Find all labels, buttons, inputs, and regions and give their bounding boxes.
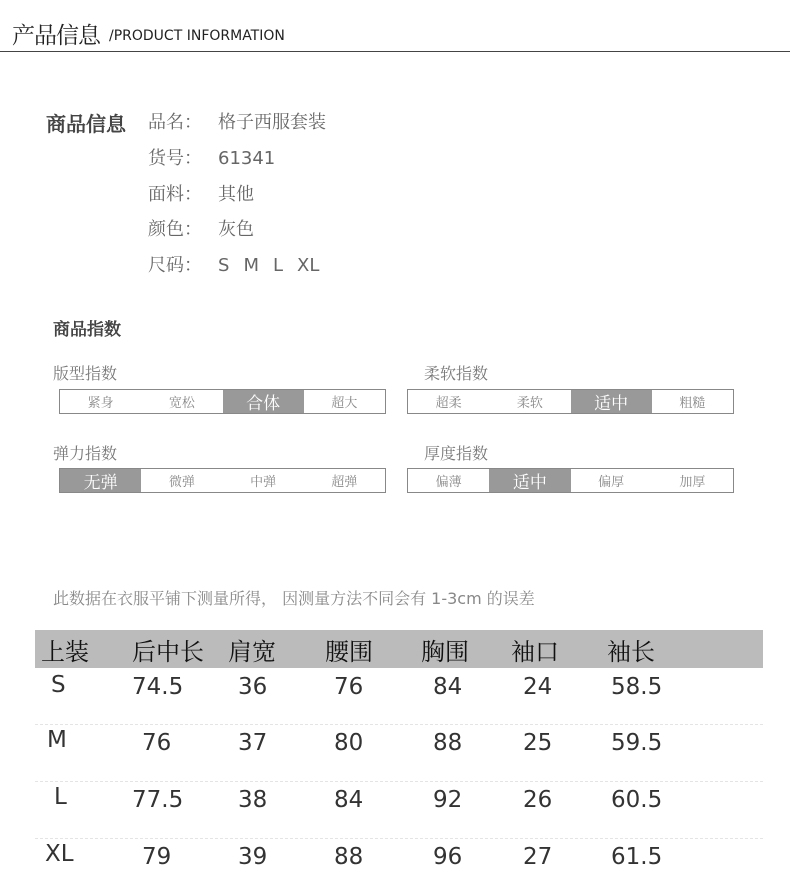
table-cell: 26 bbox=[523, 787, 553, 813]
thickness-index-scale bbox=[407, 468, 734, 493]
info-label: 尺码： bbox=[148, 255, 202, 276]
table-cell: 79 bbox=[142, 844, 172, 870]
product-info-title: 商品信息 bbox=[46, 112, 126, 136]
header-title-cn: 产品信息 bbox=[12, 23, 100, 49]
scale-option: 偏厚 bbox=[598, 475, 625, 490]
info-row-fabric bbox=[148, 180, 254, 206]
table-cell: 88 bbox=[334, 844, 364, 870]
table-cell: 24 bbox=[523, 674, 553, 700]
table-cell: 88 bbox=[433, 730, 463, 756]
scale-option: 紧身 bbox=[87, 396, 114, 411]
table-cell: 60.5 bbox=[611, 787, 663, 813]
info-value: 61341 bbox=[218, 148, 276, 169]
size-option: L bbox=[272, 255, 283, 276]
table-cell: 27 bbox=[523, 844, 553, 870]
info-label: 货号： bbox=[148, 148, 202, 169]
scale-option-selected: 无弹 bbox=[60, 469, 141, 492]
scale-option: 偏薄 bbox=[435, 475, 462, 490]
measurement-note: 此数据在衣服平铺下测量所得， 因测量方法不同会有 1-3cm 的误差 bbox=[53, 589, 535, 608]
scale-option: 宽松 bbox=[168, 396, 195, 411]
table-cell: 84 bbox=[433, 674, 463, 700]
scale-option-selected: 适中 bbox=[489, 469, 570, 492]
table-cell: 61.5 bbox=[611, 844, 663, 870]
info-value: 灰色 bbox=[218, 219, 254, 240]
table-cell: XL bbox=[45, 841, 74, 867]
table-cell: 92 bbox=[433, 787, 463, 813]
info-row-name bbox=[148, 108, 326, 134]
scale-option: 超弹 bbox=[331, 475, 358, 490]
info-label: 品名： bbox=[148, 112, 202, 133]
table-cell: 58.5 bbox=[611, 674, 663, 700]
table-cell: 96 bbox=[433, 844, 463, 870]
table-cell: 39 bbox=[238, 844, 268, 870]
header-title-en: /PRODUCT INFORMATION bbox=[109, 28, 285, 44]
table-header-cell: 肩宽 bbox=[228, 638, 276, 666]
scale-option-selected: 适中 bbox=[571, 390, 652, 413]
info-label: 颜色： bbox=[148, 219, 202, 240]
table-cell: 77.5 bbox=[132, 787, 184, 813]
table-header-cell: 后中长 bbox=[132, 638, 204, 666]
fit-index-label: 版型指数 bbox=[53, 364, 118, 383]
table-row bbox=[35, 668, 763, 725]
table-cell: 37 bbox=[238, 730, 268, 756]
table-cell: M bbox=[47, 727, 67, 753]
info-row-sizes bbox=[148, 251, 333, 277]
table-cell: 59.5 bbox=[611, 730, 663, 756]
table-row bbox=[35, 782, 763, 839]
table-row bbox=[35, 839, 763, 895]
scale-option: 超大 bbox=[331, 396, 358, 411]
fit-index-scale bbox=[59, 389, 386, 414]
scale-option: 中弹 bbox=[250, 475, 277, 490]
table-cell: 80 bbox=[334, 730, 364, 756]
table-header-cell: 胸围 bbox=[421, 638, 469, 666]
table-header-cell: 袖长 bbox=[607, 638, 655, 666]
softness-index-scale bbox=[407, 389, 734, 414]
scale-option: 微弹 bbox=[168, 475, 195, 490]
softness-index-label: 柔软指数 bbox=[424, 364, 489, 383]
thickness-index-label: 厚度指数 bbox=[424, 444, 489, 463]
scale-option: 加厚 bbox=[679, 475, 706, 490]
info-label: 面料： bbox=[148, 184, 202, 205]
table-cell: S bbox=[51, 672, 66, 698]
page-header bbox=[0, 0, 790, 53]
info-row-color bbox=[148, 215, 254, 241]
size-option: XL bbox=[297, 255, 320, 276]
size-option: M bbox=[243, 255, 259, 276]
info-value: 其他 bbox=[218, 184, 254, 205]
table-header-cell: 上装 bbox=[41, 638, 89, 666]
table-header-cell: 腰围 bbox=[325, 638, 373, 666]
table-cell: 76 bbox=[334, 674, 364, 700]
table-cell: 25 bbox=[523, 730, 553, 756]
table-cell: 74.5 bbox=[132, 674, 184, 700]
scale-option: 柔软 bbox=[516, 396, 543, 411]
size-table-header bbox=[35, 630, 763, 668]
scale-option: 粗糙 bbox=[679, 396, 706, 411]
table-cell: 76 bbox=[142, 730, 172, 756]
table-header-cell: 袖口 bbox=[511, 638, 559, 666]
info-row-item-no bbox=[148, 144, 275, 170]
header-divider bbox=[0, 51, 790, 52]
info-value: 格子西服套装 bbox=[218, 112, 326, 133]
scale-option: 超柔 bbox=[435, 396, 462, 411]
table-cell: L bbox=[54, 784, 67, 810]
stretch-index-label: 弹力指数 bbox=[53, 444, 118, 463]
table-cell: 84 bbox=[334, 787, 364, 813]
index-section-title: 商品指数 bbox=[53, 320, 121, 340]
table-cell: 36 bbox=[238, 674, 268, 700]
table-row bbox=[35, 725, 763, 782]
table-cell: 38 bbox=[238, 787, 268, 813]
scale-option-selected: 合体 bbox=[223, 390, 304, 413]
size-option: S bbox=[218, 255, 230, 276]
size-table bbox=[35, 630, 763, 895]
stretch-index-scale bbox=[59, 468, 386, 493]
